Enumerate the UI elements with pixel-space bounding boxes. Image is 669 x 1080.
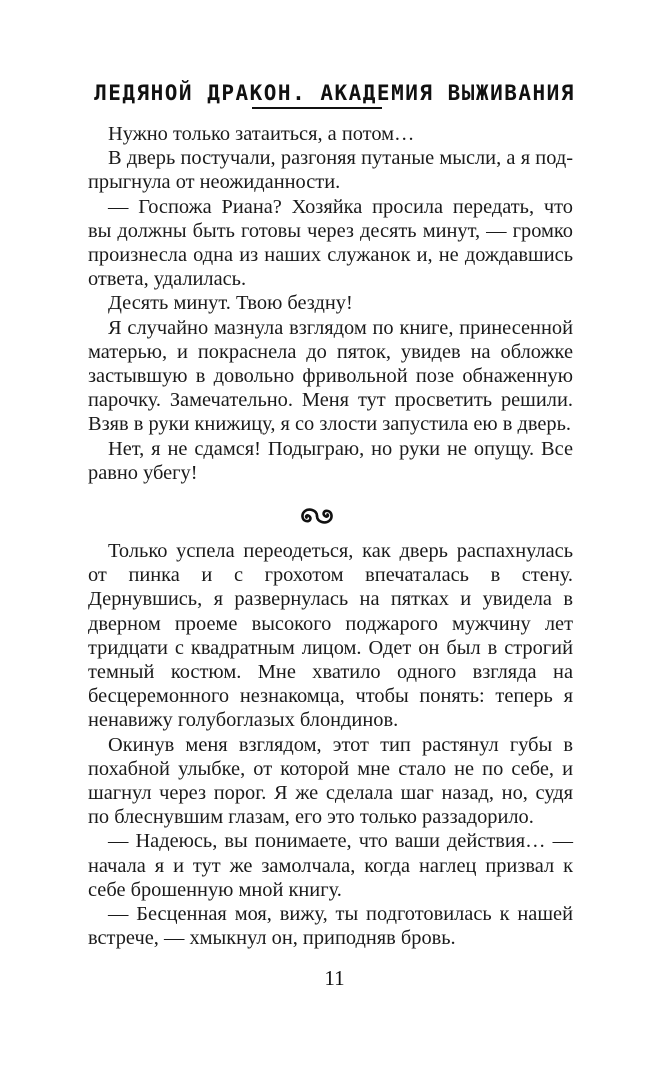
paragraph: Десять минут. Твою бездну! [108, 292, 353, 315]
paragraph: В дверь постучали, разгоняя путаные мысли, а я подпрыгнула от неожиданности. [88, 147, 573, 194]
running-header [0, 79, 669, 107]
paragraph: Только успела переодеться, как дверь распахнулась от пинка и с грохотом впечаталась в стену. Дернувшись, я развернулась на пятках и увидела в дверном проеме высокого поджарого мужчину лет тридцати с квадратным лицом. Одет он был в строгий темный костюм. Мне хватило одного взгляда на бесцеремонного незнакомца, чтобы понять: теперь я ненавижу голубоглазых блондинов. [88, 540, 573, 732]
running-header-title: ЛЕДЯНОЙ ДРАКОН. АКАДЕМИЯ ВЫЖИВАНИЯ [94, 81, 575, 105]
paragraph: — Бесценная моя, вижу, ты подготовилась к нашей встрече, — хмыкнул он, приподняв бровь. [88, 903, 573, 950]
page-number: 11 [324, 966, 345, 990]
paragraph: Я случайно мазнула взглядом по книге, принесенной матерью, и покраснела до пяток, увидев на обложке застывшую в довольно фривольной позе обнаженную парочку. Замечательно. Меня тут просветить решили. Взяв в руки книжицу, я со злости запустила ею в дверь. [88, 316, 573, 436]
paragraph: Нет, я не сдамся! Подыграю, но руки не опущу. Все равно убегу! [88, 437, 573, 484]
text-section-1 [88, 122, 573, 485]
header-underline [252, 107, 382, 109]
text-section-2 [88, 539, 573, 950]
paragraph: Окинув меня взглядом, этот тип растянул губы в похабной улыбке, от которой мне стало не по себе, и шагнул через порог. Я же сделала шаг назад, но, судя по блеснувшим глазам, его это только раззадорило. [88, 733, 573, 829]
paragraph: — Госпожа Риана? Хозяйка просила передать, что вы должны быть готовы через десять минут, — громко произнесла одна из наших служанок и, не дождавшись ответа, удалилась. [88, 195, 573, 291]
paragraph: — Надеюсь, вы понимаете, что ваши действия… — начала я и тут же замолчала, когда наглец призвал к себе брошенную мной книгу. [88, 830, 573, 901]
paragraph: Нужно только затаиться, а потом… [108, 123, 415, 145]
scroll-ornament-icon [296, 506, 338, 526]
